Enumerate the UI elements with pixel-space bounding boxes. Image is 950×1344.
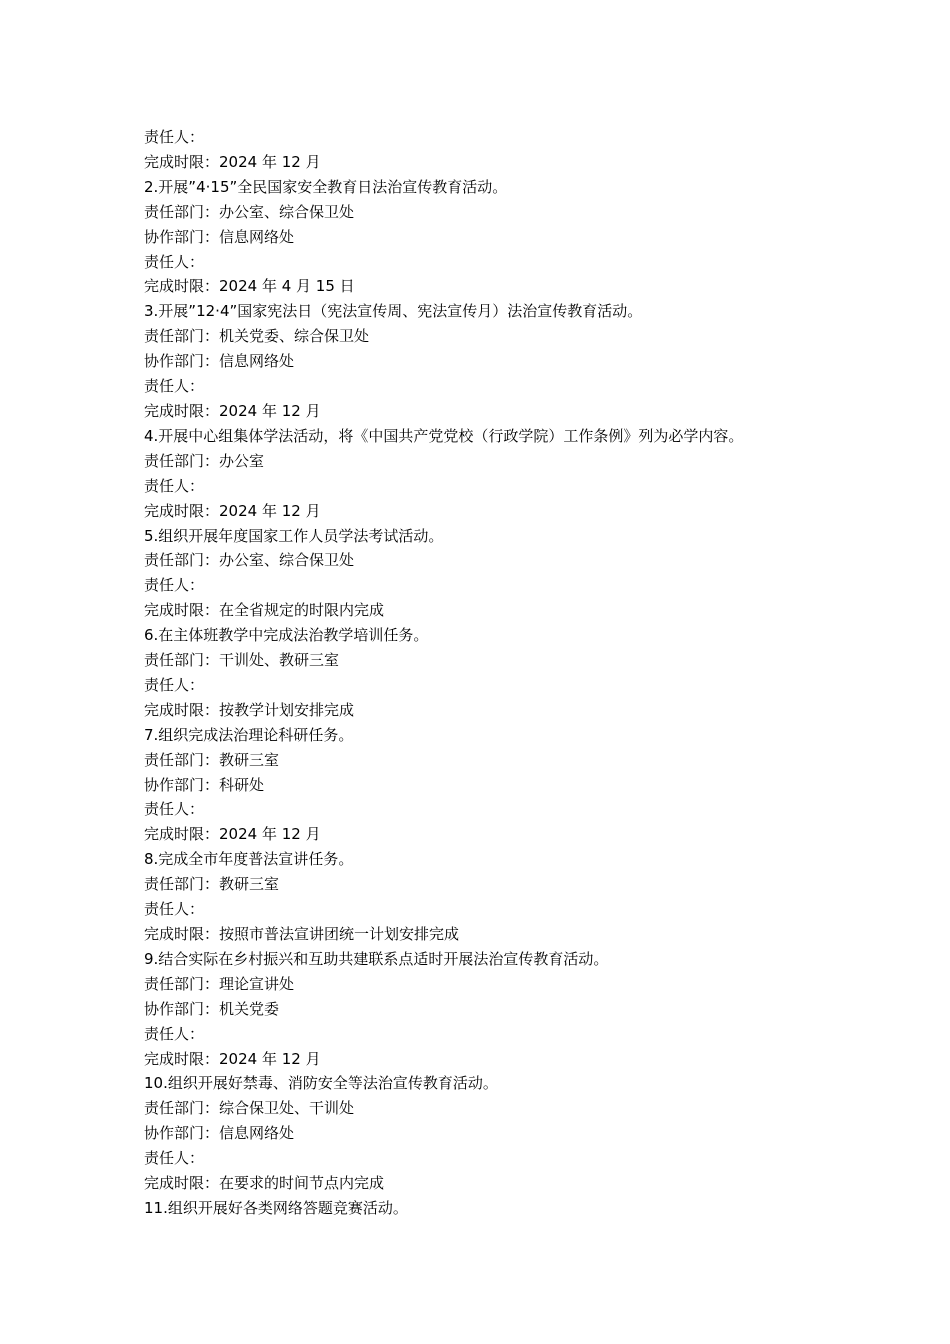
text-line: 责任部门：教研三室 [144,875,280,894]
text-line: 责任人： [144,675,205,694]
text-line: 责任人： [144,900,205,919]
text-line: 完成时限：按教学计划安排完成 [144,700,355,719]
item-heading: 10.组织开展好禁毒、消防安全等法治宣传教育活动。 [144,1074,498,1093]
text-line: 完成时限：2024 年 12 月 [144,152,321,171]
item-heading: 3.开展”12·4”国家宪法日（宪法宣传周、宪法宣传月）法治宣传教育活动。 [144,302,643,321]
text-line: 责任部门：干训处、教研三室 [144,651,340,670]
text-line: 协作部门：信息网络处 [144,1124,295,1143]
text-line: 完成时限：2024 年 12 月 [144,825,321,844]
text-line: 责任人： [144,1024,205,1043]
text-line: 完成时限：2024 年 12 月 [144,1049,321,1068]
text-line: 责任部门：办公室、综合保卫处 [144,202,355,221]
text-line: 责任部门：机关党委、综合保卫处 [144,327,370,346]
text-line: 协作部门：机关党委 [144,999,280,1018]
text-line: 责任人： [144,476,205,495]
item-heading: 4.开展中心组集体学法活动，将《中国共产党党校（行政学院）工作条例》列为必学内容。 [144,426,744,445]
text-line: 完成时限：2024 年 4 月 15 日 [144,277,355,296]
text-line: 责任部门：办公室 [144,451,265,470]
text-line: 责任人： [144,800,205,819]
text-line: 完成时限：在全省规定的时限内完成 [144,601,385,620]
text-line: 完成时限：2024 年 12 月 [144,501,321,520]
item-heading: 8.完成全市年度普法宣讲任务。 [144,850,354,869]
text-line: 责任部门：办公室、综合保卫处 [144,551,355,570]
item-heading: 2.开展”4·15”全民国家安全教育日法治宣传教育活动。 [144,177,508,196]
item-heading: 6.在主体班教学中完成法治教学培训任务。 [144,626,429,645]
text-line: 协作部门：信息网络处 [144,352,295,371]
item-heading: 7.组织完成法治理论科研任务。 [144,725,354,744]
item-heading: 5.组织开展年度国家工作人员学法考试活动。 [144,526,444,545]
item-heading: 11.组织开展好各类网络答题竞赛活动。 [144,1198,408,1217]
document-body [144,125,844,1221]
text-line: 完成时限：按照市普法宣讲团统一计划安排完成 [144,925,460,943]
text-line: 责任人： [144,252,205,271]
text-line: 责任人： [144,1149,205,1168]
item-heading: 9.结合实际在乡村振兴和互助共建联系点适时开展法治宣传教育活动。 [144,949,609,968]
text-line: 完成时限：2024 年 12 月 [144,401,321,420]
text-line: 责任人： [144,128,205,146]
text-line: 责任部门：理论宣讲处 [144,974,295,993]
text-line: 责任部门：综合保卫处、干训处 [144,1099,355,1118]
text-line: 协作部门：信息网络处 [144,227,295,246]
text-line: 完成时限：在要求的时间节点内完成 [144,1174,385,1193]
text-line: 责任人： [144,576,205,595]
text-line: 协作部门：科研处 [144,775,265,794]
text-line: 责任人： [144,377,205,396]
text-line: 责任部门：教研三室 [144,750,280,769]
